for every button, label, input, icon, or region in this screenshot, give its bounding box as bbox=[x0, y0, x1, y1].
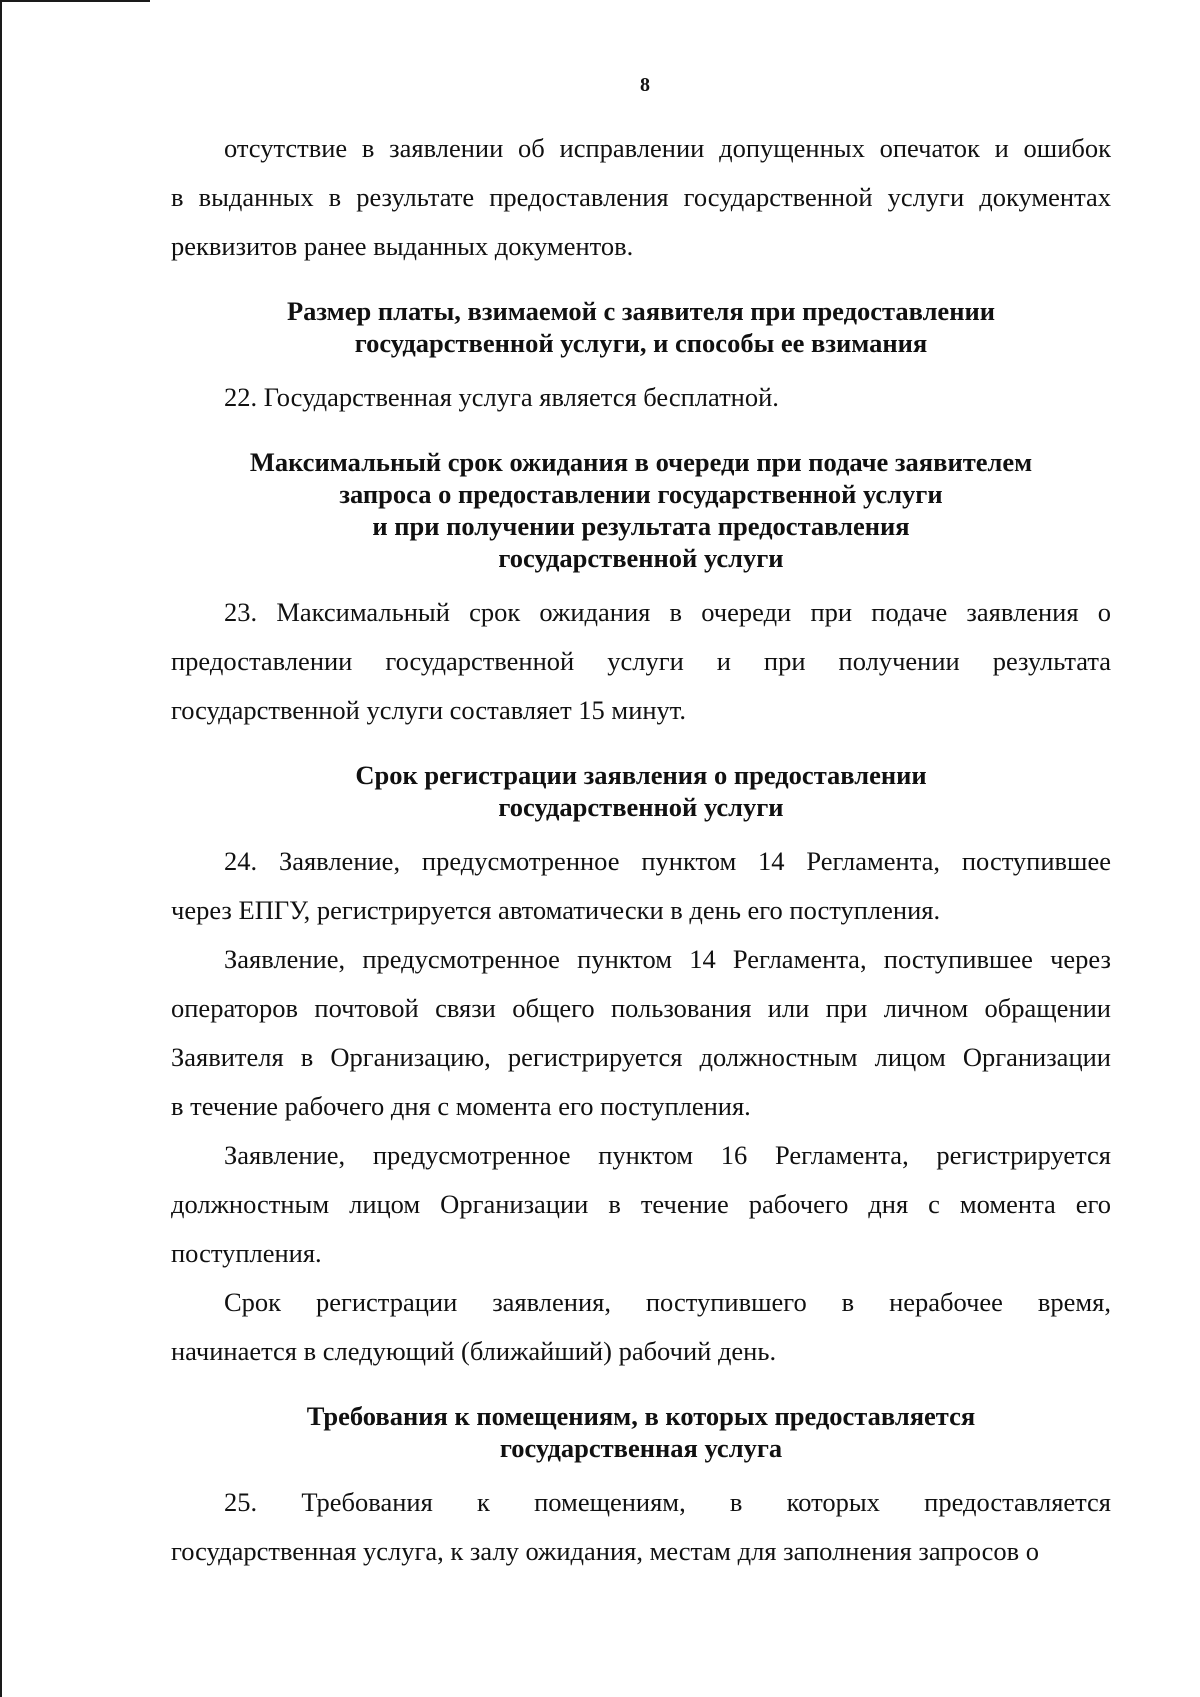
heading-line: государственной услуги bbox=[498, 543, 784, 573]
paragraph bbox=[171, 588, 1111, 735]
paragraph-line: 24. Заявление, предусмотренное пунктом 14 Регламента, поступившее bbox=[224, 846, 1111, 876]
heading-line: и при получении результата предоставления bbox=[372, 511, 910, 541]
heading-line: Максимальный срок ожидания в очереди при подаче заявителем bbox=[249, 447, 1033, 477]
paragraph-line: реквизитов ранее выданных документов. bbox=[171, 231, 634, 261]
section-heading bbox=[171, 446, 1111, 574]
section-heading bbox=[171, 295, 1111, 359]
paragraph-line: 22. Государственная услуга является бесплатной. bbox=[224, 382, 779, 412]
page-number: 8 bbox=[640, 74, 650, 96]
section-heading bbox=[171, 759, 1111, 823]
paragraph-line: Заявителя в Организацию, регистрируется должностным лицом Организации bbox=[171, 1042, 1111, 1072]
heading-line: Срок регистрации заявления о предоставлении bbox=[355, 760, 927, 790]
section-heading bbox=[171, 1400, 1111, 1464]
paragraph-line: 23. Максимальный срок ожидания в очереди при подаче заявления о bbox=[224, 597, 1111, 627]
paragraph bbox=[171, 1278, 1111, 1376]
heading-line: государственной услуги bbox=[498, 792, 784, 822]
paragraph bbox=[171, 1478, 1111, 1576]
paragraph bbox=[171, 1131, 1111, 1278]
paragraph-line: через ЕПГУ, регистрируется автоматически в день его поступления. bbox=[171, 895, 941, 925]
paragraph-line: в течение рабочего дня с момента его поступления. bbox=[171, 1091, 751, 1121]
paragraph bbox=[171, 124, 1111, 271]
paragraph-line: начинается в следующий (ближайший) рабочий день. bbox=[171, 1336, 777, 1366]
heading-line: государственной услуги, и способы ее взимания bbox=[354, 328, 928, 358]
paragraph-line: Заявление, предусмотренное пунктом 16 Регламента, регистрируется bbox=[224, 1140, 1111, 1170]
paragraph bbox=[171, 837, 1111, 935]
paragraph-line: поступления. bbox=[171, 1238, 322, 1268]
heading-line: государственная услуга bbox=[499, 1433, 783, 1463]
scan-left-edge bbox=[0, 0, 2, 1697]
scan-top-edge bbox=[0, 0, 150, 2]
paragraph-line: предоставлении государственной услуги и при получении результата bbox=[171, 646, 1111, 676]
paragraph-line: Срок регистрации заявления, поступившего в нерабочее время, bbox=[224, 1287, 1111, 1317]
paragraph-line: Заявление, предусмотренное пунктом 14 Регламента, поступившее через bbox=[224, 944, 1111, 974]
paragraph-line: должностным лицом Организации в течение рабочего дня с момента его bbox=[171, 1189, 1111, 1219]
paragraph-line: в выданных в результате предоставления государственной услуги документах bbox=[171, 182, 1111, 212]
paragraph bbox=[171, 373, 1111, 422]
document-body bbox=[171, 124, 1111, 1576]
paragraph-line: 25. Требования к помещениям, в которых предоставляется bbox=[224, 1487, 1111, 1517]
paragraph-line: отсутствие в заявлении об исправлении допущенных опечаток и ошибок bbox=[224, 133, 1111, 163]
heading-line: Требования к помещениям, в которых предоставляется bbox=[306, 1401, 976, 1431]
paragraph bbox=[171, 935, 1111, 1131]
heading-line: Размер платы, взимаемой с заявителя при предоставлении bbox=[286, 296, 996, 326]
heading-line: запроса о предоставлении государственной услуги bbox=[339, 479, 943, 509]
paragraph-line: государственной услуги составляет 15 минут. bbox=[171, 695, 687, 725]
paragraph-line: операторов почтовой связи общего пользования или при личном обращении bbox=[171, 993, 1111, 1023]
paragraph-line: государственная услуга, к залу ожидания, местам для заполнения запросов о bbox=[171, 1536, 1040, 1566]
